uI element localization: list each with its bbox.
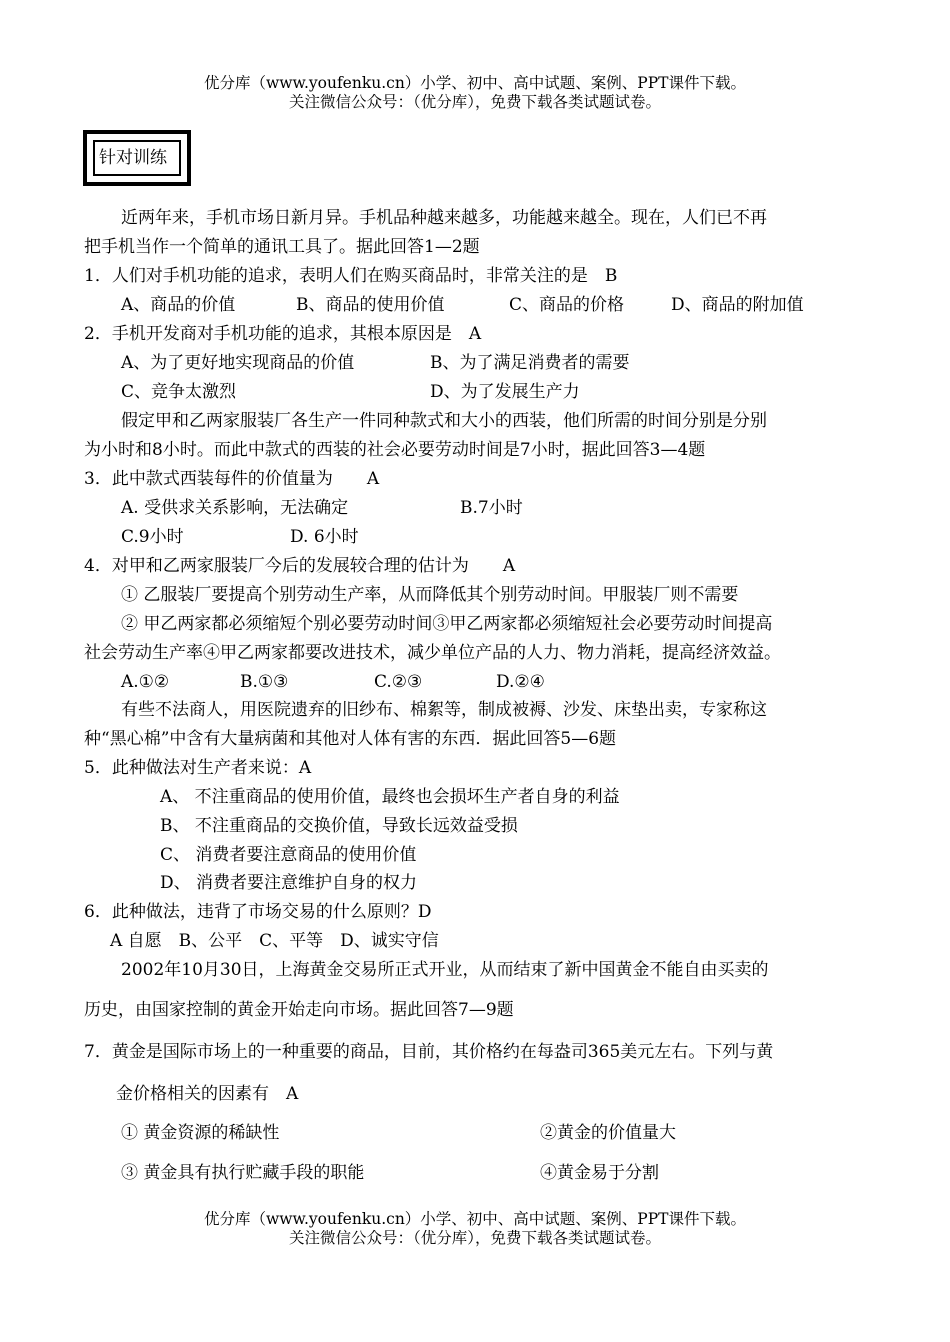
q3-option-b: B.7小时 bbox=[460, 498, 523, 518]
q4-item-1: ① 乙服装厂要提高个别劳动生产率，从而降低其个别劳动时间。甲服装厂则不需要 bbox=[121, 585, 739, 605]
intro-2-line-1: 假定甲和乙两家服装厂各生产一件同种款式和大小的西装，他们所需的时间分别是分别 bbox=[121, 411, 767, 431]
intro-1-line-2: 把手机当作一个简单的通讯工具了。据此回答1—2题 bbox=[84, 237, 480, 257]
q2-option-c: C、竞争太激烈 bbox=[121, 382, 237, 402]
q4-option-b: B.①③ bbox=[240, 672, 289, 692]
footer-line-2: 关注微信公众号：（优分库），免费下载各类试题试卷。 bbox=[288, 1229, 661, 1247]
q1-option-a: A、商品的价值 bbox=[121, 295, 236, 315]
q7-item-3: ③ 黄金具有执行贮藏手段的职能 bbox=[121, 1163, 365, 1183]
q4-option-d: D.②④ bbox=[496, 672, 545, 692]
q5-option-d: D、 消费者要注意维护自身的权力 bbox=[160, 873, 418, 893]
q4-item-2-line-2: 社会劳动生产率④甲乙两家都要改进技术，减少单位产品的人力、物力消耗，提高经济效益。 bbox=[84, 643, 781, 663]
section-title: 针对训练 bbox=[99, 148, 167, 168]
intro-3-line-1: 有些不法商人，用医院遗弃的旧纱布、棉絮等，制成被褥、沙发、床垫出卖，专家称这 bbox=[121, 700, 767, 720]
q7-item-2: ②黄金的价值量大 bbox=[540, 1123, 676, 1143]
section-title-frame bbox=[83, 130, 191, 186]
q3-option-d: D. 6小时 bbox=[290, 527, 359, 547]
q1-option-b: B、商品的使用价值 bbox=[296, 295, 445, 315]
intro-4-line-2: 历史，由国家控制的黄金开始走向市场。据此回答7—9题 bbox=[84, 1000, 514, 1020]
q2-option-b: B、为了满足消费者的需要 bbox=[430, 353, 630, 373]
q3-option-a: A. 受供求关系影响，无法确定 bbox=[121, 498, 349, 518]
intro-3-line-2: 种“黑心棉”中含有大量病菌和其他对人体有害的东西．据此回答5—6题 bbox=[84, 729, 617, 749]
header-line-1: 优分库（www.youfenku.cn）小学、初中、高中试题、案例、PPT课件下载。 bbox=[203, 74, 747, 92]
intro-1-line-1: 近两年来，手机市场日新月异。手机品种越来越多，功能越来越全。现在，人们已不再 bbox=[121, 208, 767, 228]
intro-2-line-2: 为小时和8小时。而此中款式的西装的社会必要劳动时间是7小时，据此回答3—4题 bbox=[84, 440, 706, 460]
q5-option-b: B、 不注重商品的交换价值，导致长远效益受损 bbox=[160, 816, 518, 836]
question-1: 1．人们对手机功能的追求，表明人们在购买商品时，非常关注的是 B bbox=[84, 266, 618, 286]
q5-option-a: A、 不注重商品的使用价值，最终也会损坏生产者自身的利益 bbox=[160, 787, 620, 807]
question-7-line-1: 7．黄金是国际市场上的一种重要的商品，目前，其价格约在每盎司365美元左右。下列与黄 bbox=[84, 1042, 774, 1062]
question-4: 4．对甲和乙两家服装厂今后的发展较合理的估计为 A bbox=[84, 556, 516, 576]
q3-option-c: C.9小时 bbox=[121, 527, 184, 547]
q7-item-4: ④黄金易于分割 bbox=[540, 1163, 659, 1183]
intro-4-line-1: 2002年10月30日，上海黄金交易所正式开业，从而结束了新中国黄金不能自由买卖的 bbox=[121, 960, 769, 980]
footer-line-1: 优分库（www.youfenku.cn）小学、初中、高中试题、案例、PPT课件下载。 bbox=[203, 1210, 747, 1228]
q2-option-a: A、为了更好地实现商品的价值 bbox=[121, 353, 355, 373]
q1-option-d: D、商品的附加值 bbox=[671, 295, 804, 315]
q2-option-d: D、为了发展生产力 bbox=[430, 382, 580, 402]
q4-option-a: A.①② bbox=[121, 672, 170, 692]
question-3: 3．此中款式西装每件的价值量为 A bbox=[84, 469, 380, 489]
q4-item-2-line-1: ② 甲乙两家都必须缩短个别必要劳动时间③甲乙两家都必须缩短社会必要劳动时间提高 bbox=[121, 614, 773, 634]
question-6: 6．此种做法，违背了市场交易的什么原则？D bbox=[84, 902, 432, 922]
header-line-2: 关注微信公众号：（优分库），免费下载各类试题试卷。 bbox=[288, 93, 661, 111]
q6-options: A 自愿 B、公平 C、平等 D、诚实守信 bbox=[110, 931, 439, 951]
q7-item-1: ① 黄金资源的稀缺性 bbox=[121, 1123, 280, 1143]
section-title-inner-frame bbox=[93, 140, 181, 176]
q4-option-c: C.②③ bbox=[374, 672, 423, 692]
question-5: 5．此种做法对生产者来说：A bbox=[84, 758, 312, 778]
question-7-line-2: 金价格相关的因素有 A bbox=[116, 1084, 299, 1104]
q1-option-c: C、商品的价格 bbox=[509, 295, 625, 315]
q5-option-c: C、 消费者要注意商品的使用价值 bbox=[160, 845, 417, 865]
question-2: 2．手机开发商对手机功能的追求，其根本原因是 A bbox=[84, 324, 482, 344]
